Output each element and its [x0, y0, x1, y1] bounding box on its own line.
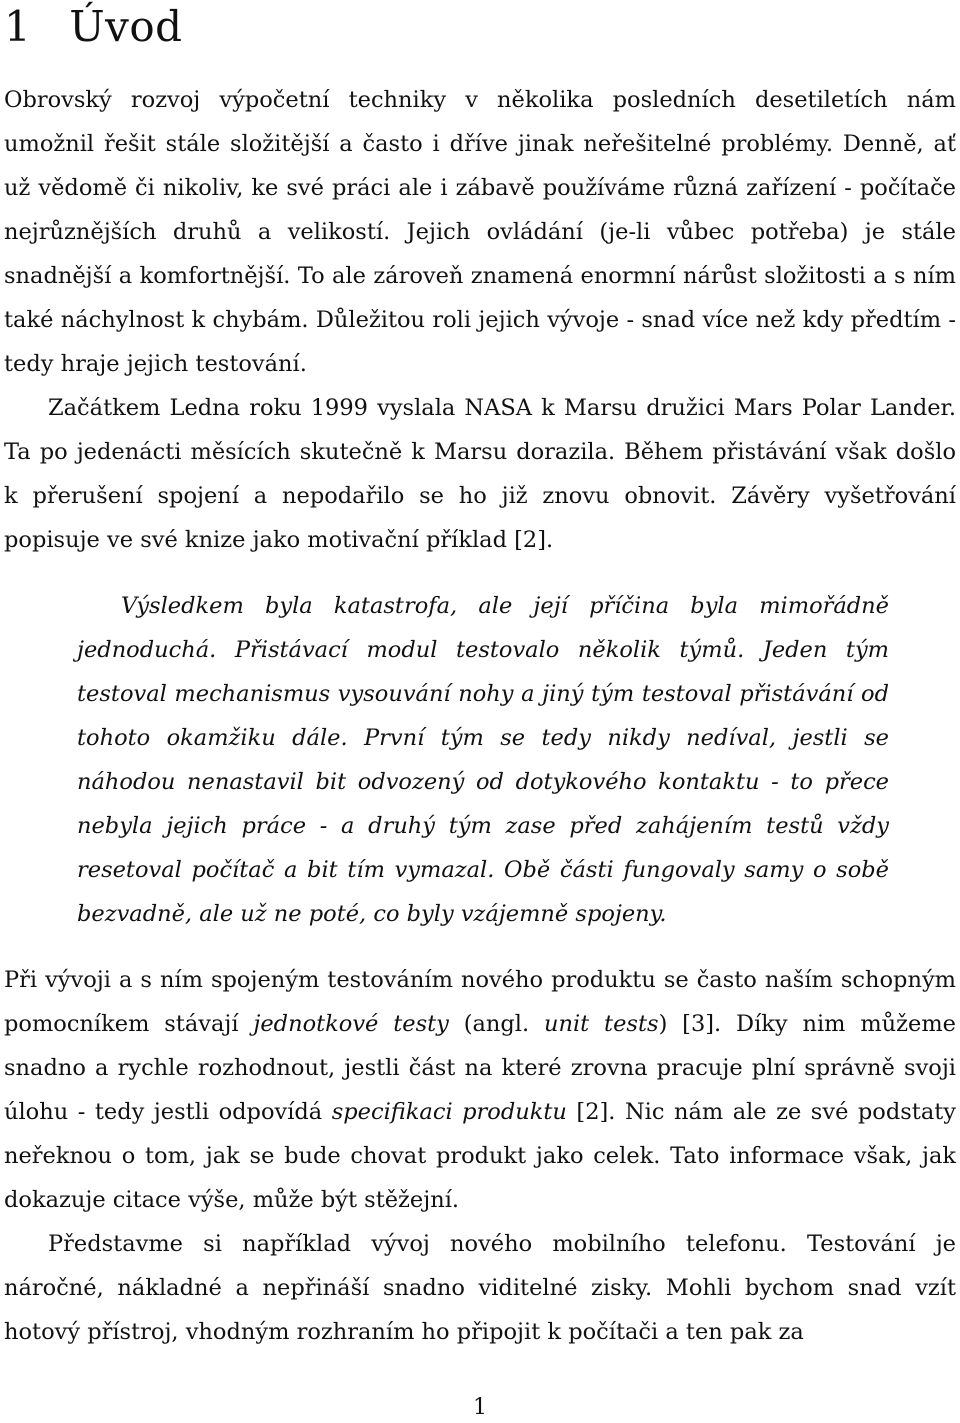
emphasis-term: unit tests [544, 1011, 659, 1037]
text-run: [2]. Nic nám ale ze své podstaty neřeknou o tom, jak se bude chovat produkt jako celek. Tato informace však, jak dokazuje citace výše, může být stěžejní. [4, 1099, 956, 1213]
section-heading [4, 2, 183, 52]
section-number: 1 [4, 2, 32, 51]
paragraph-unit-tests [4, 958, 956, 1222]
text-run: (angl. [448, 1011, 544, 1037]
page-number: 1 [473, 1395, 487, 1420]
block-quote [77, 584, 889, 936]
paragraph-mobile-phone: Představme si například vývoj nového mobilního telefonu. Testování je náročné, nákladné a nepřináší snadno viditelné zisky. Mohli bychom snad vzít hotový přístroj, vhodným rozhraním ho připojit k počítači a ten pak za [4, 1231, 956, 1345]
section-title: Úvod [69, 2, 183, 51]
text-run: ) [3]. Díky nim můžeme snadno a rychle rozhodnout, jestli část na které zrovna pracuje plní správně svoji úlohu - tedy jestli odpovídá [4, 1011, 956, 1125]
text-run: Při vývoji a s ním spojeným testováním nového produktu se často naším schopným pomocníkem stávají [4, 967, 956, 1037]
emphasis-term: jednotkové testy [253, 1011, 449, 1037]
quote-text: Výsledkem byla katastrofa, ale její příčina byla mimořádně jednoduchá. Přistávací modul testovalo několik týmů. Jeden tým testoval mechanismus vysouvání nohy a jiný tým testoval přistávání od tohoto okamžiku dále. První tým se tedy nikdy nedíval, jestli se náhodou nenastavil bit odvozený od dotykového kontaktu - to přece nebyla jejich práce - a druhý tým zase před zahájením testů vždy resetoval počítač a bit tím vymazal. Obě části fungovaly samy o sobě bezvadně, ale už ne poté, co byly vzájemně spojeny. [77, 593, 889, 927]
paragraph-intro: Obrovský rozvoj výpočetní techniky v několika posledních desetiletích nám umožnil řešit stále složitější a často i dříve jinak neřešitelné problémy. Denně, ať už vědomě či nikoliv, ke své práci ale i zábavě používáme různá zařízení - počítače nejrůznějších druhů a velikostí. Jejich ovládání (je-li vůbec potřeba) je stále snadnější a komfortnější. To ale zároveň znamená enormní nárůst složitosti a s ním také náchylnost k chybám. Důležitou roli jejich vývoje - snad více než kdy předtím - tedy hraje jejich testování. [4, 87, 956, 377]
emphasis-term: specifikaci produktu [331, 1099, 567, 1125]
paragraph-mars-lander: Začátkem Ledna roku 1999 vyslala NASA k Marsu družici Mars Polar Lander. Ta po jedenácti měsících skutečně k Marsu dorazila. Během přistávání však došlo k přerušení spojení a nepodařilo se ho již znovu obnovit. Závěry vyšetřování popisuje ve své knize jako motivační příklad [2]. [4, 395, 956, 553]
